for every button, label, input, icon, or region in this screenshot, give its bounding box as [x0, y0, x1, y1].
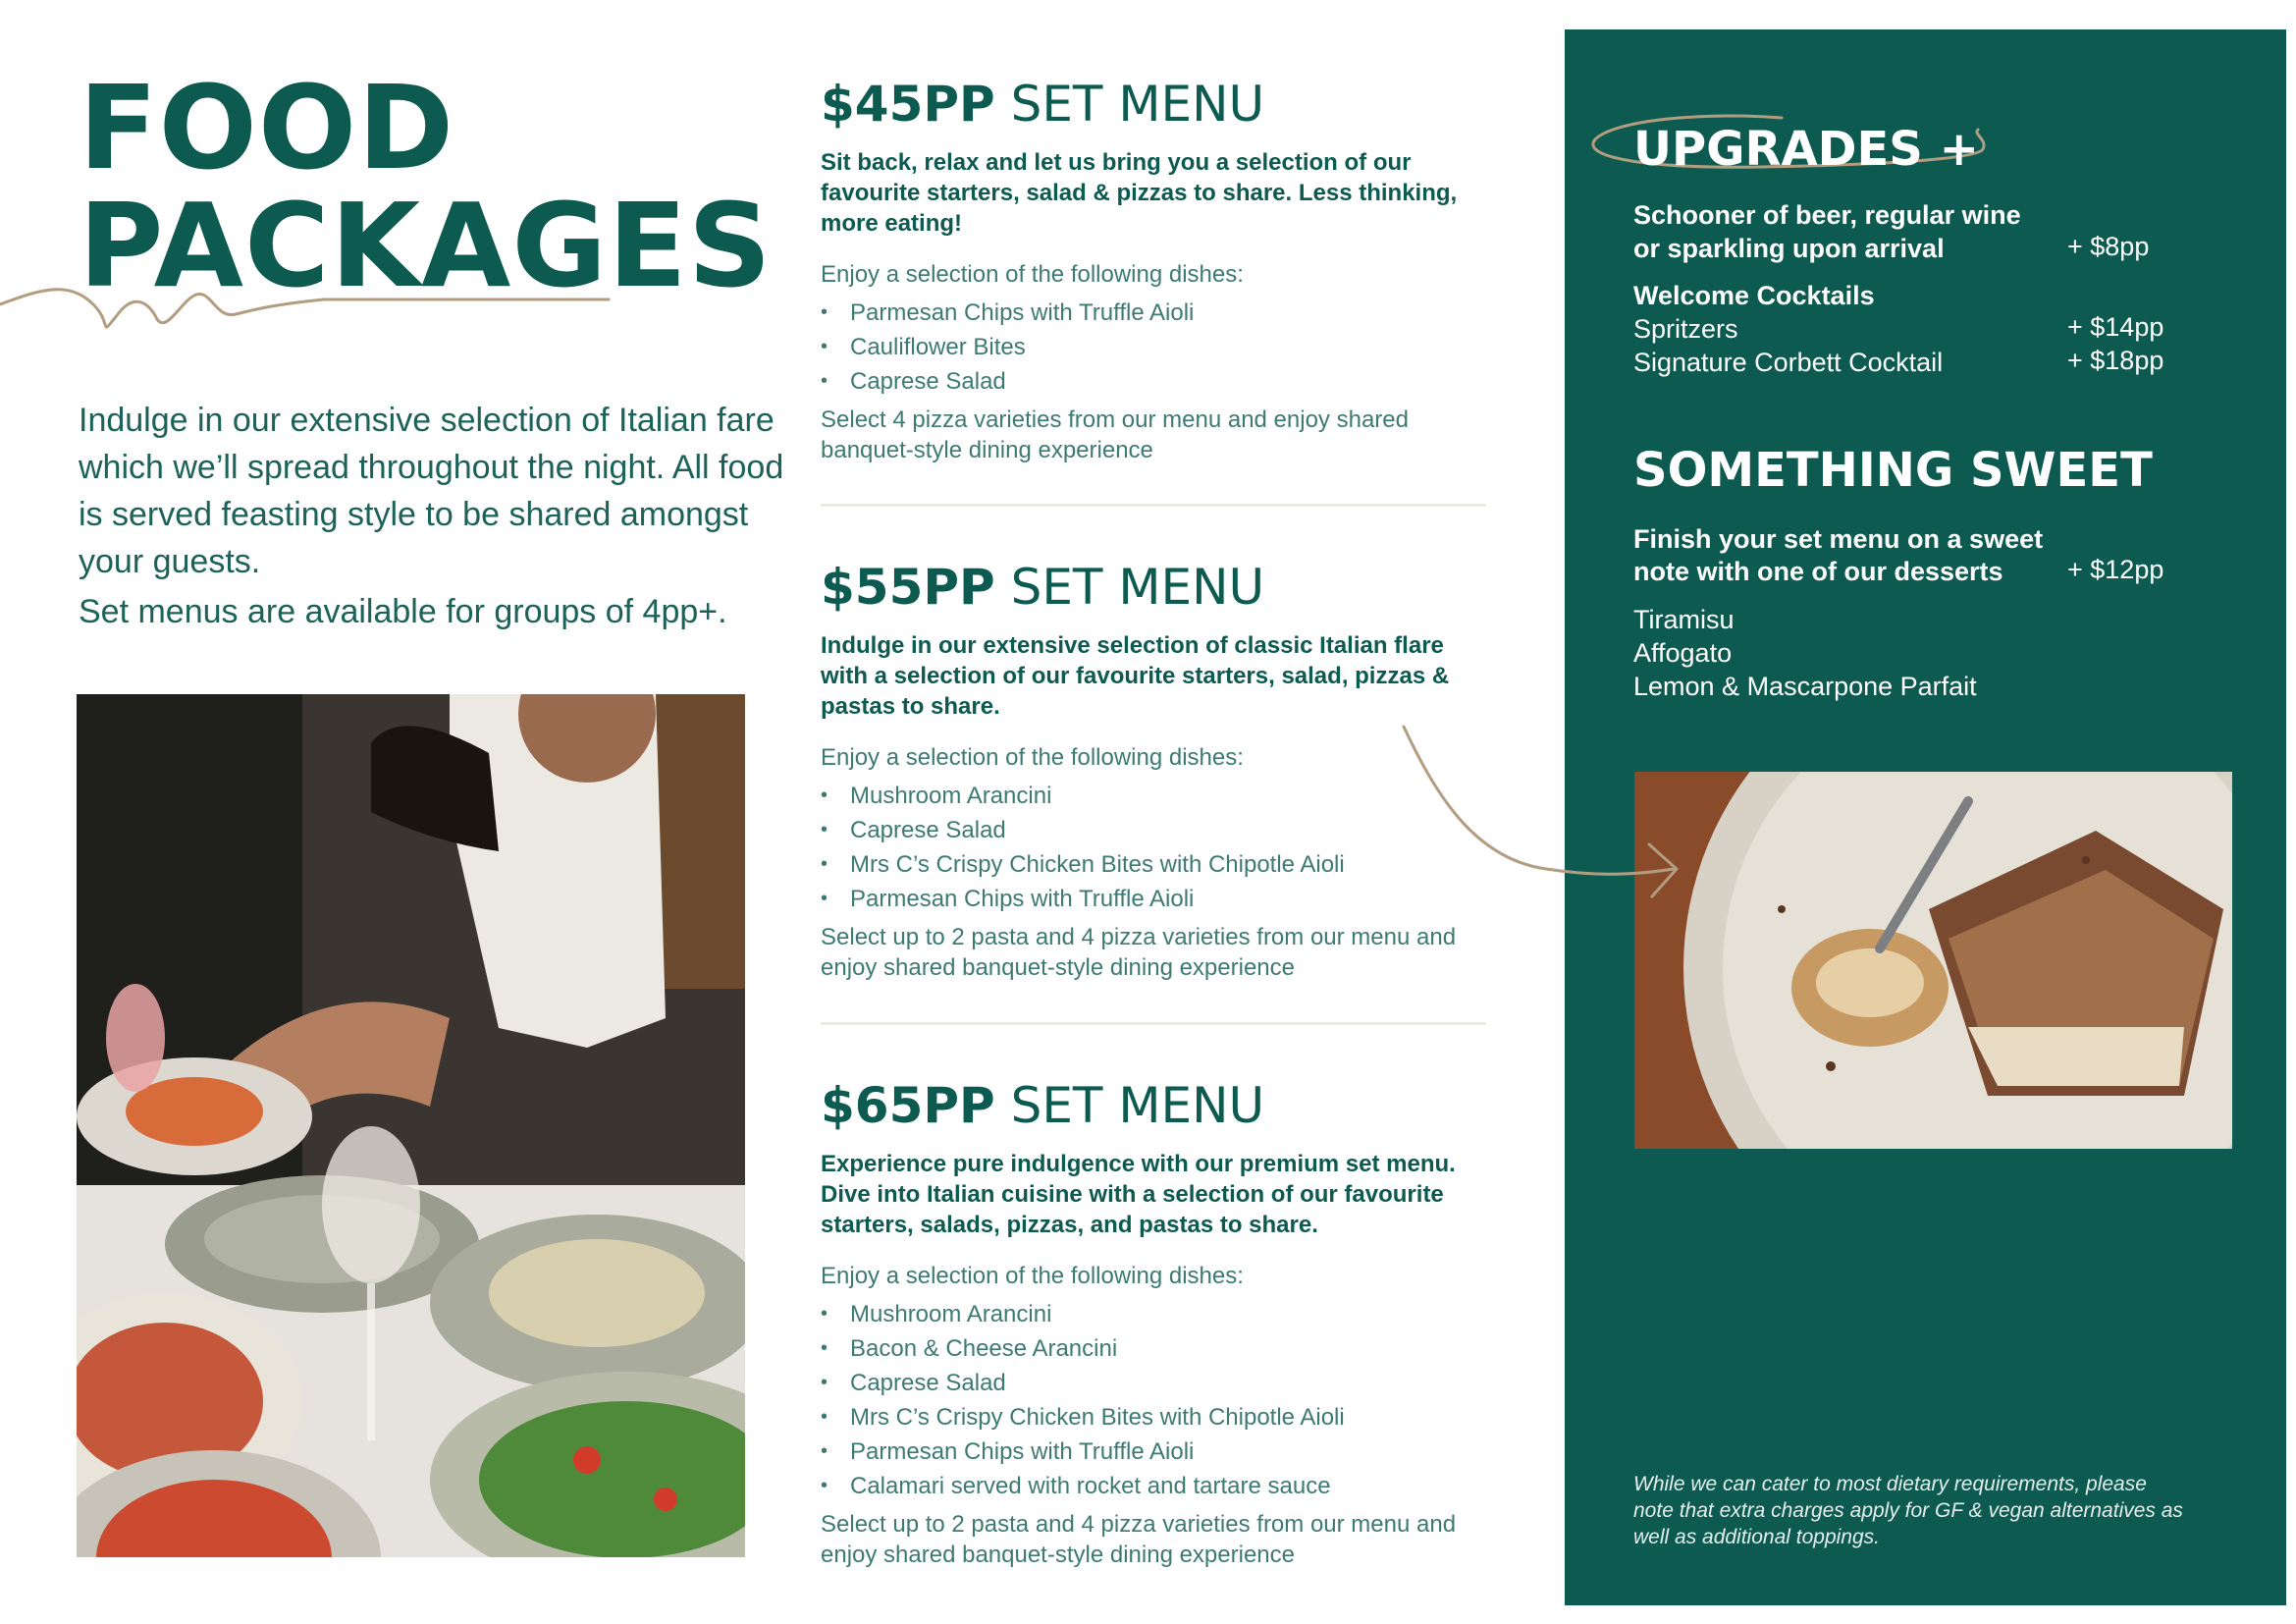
set-menu-65: [821, 1076, 1488, 1570]
dish-item: • Caprese Salad: [821, 1366, 1488, 1400]
title-line-1: FOOD: [79, 60, 455, 195]
set-menu-description: Experience pure indulgence with our premium set menu. Dive into Italian cuisine with a selection of our favourite starters, salads, pizzas, and pastas to share.: [821, 1151, 1456, 1238]
dish-item: • Mrs C’s Crispy Chicken Bites with Chipotle Aioli: [821, 847, 1488, 882]
dietary-note: While we can cater to most dietary requirements, please note that extra charges apply for GF & vegan alternatives as well as additional toppings.: [1633, 1473, 2183, 1548]
dish-item: • Caprese Salad: [821, 364, 1488, 399]
dish-item: • Parmesan Chips with Truffle Aioli: [821, 1435, 1488, 1469]
upgrades-heading: UPGRADES +: [1633, 122, 1979, 177]
dish-item: • Bacon & Cheese Arancini: [821, 1331, 1488, 1366]
set-menu-price: $65PP: [821, 1077, 995, 1134]
dish-item: • Mushroom Arancini: [821, 1297, 1488, 1331]
set-menu-heading: [821, 75, 1488, 134]
dish-item: • Mushroom Arancini: [821, 779, 1488, 813]
set-menu-label: SET MENU: [1010, 559, 1265, 616]
sweet-intro-line-1: Finish your set menu on a sweet: [1633, 524, 2044, 554]
set-menu-heading: [821, 1076, 1488, 1135]
set-menu-enjoy-note: Enjoy a selection of the following dishes:: [821, 1263, 1244, 1289]
set-menu-label: SET MENU: [1010, 1077, 1265, 1134]
intro-text: Indulge in our extensive selection of Italian fare which we’ll spread throughout the night. All food is served feasting style to be shared amongst your guests.: [79, 402, 784, 580]
spritzers-price: + $14pp: [2067, 312, 2164, 342]
dish-item: • Cauliflower Bites: [821, 330, 1488, 364]
group-size-note: Set menus are available for groups of 4pp+.: [79, 593, 727, 630]
upgrade-beer-price: + $8pp: [2067, 232, 2150, 261]
dessert-item: Lemon & Mascarpone Parfait: [1633, 672, 1977, 701]
dish-item: • Parmesan Chips with Truffle Aioli: [821, 296, 1488, 330]
set-menu-select-note: Select 4 pizza varieties from our menu and enjoy shared banquet-style dining experience: [821, 406, 1409, 463]
tiramisu-photo: [1634, 772, 2232, 1149]
set-menu-label: SET MENU: [1010, 76, 1265, 133]
set-menu-select-note: Select up to 2 pasta and 4 pizza varieties from our menu and enjoy shared banquet-style dining experience: [821, 1511, 1457, 1568]
tiramisu-illustration: [1634, 772, 2232, 1149]
set-menu-55: [821, 558, 1488, 983]
squiggle-decoration: [0, 265, 628, 344]
set-menu-price: $55PP: [821, 559, 995, 616]
dish-item: • Parmesan Chips with Truffle Aioli: [821, 882, 1488, 916]
dining-photo: [77, 694, 745, 1557]
dish-list: [821, 779, 1488, 916]
upgrade-beer-line-1: Schooner of beer, regular wine: [1633, 200, 2021, 230]
dessert-item: Tiramisu: [1633, 605, 1735, 634]
arrow-decoration: [1399, 722, 1693, 913]
signature-cocktail-label: Signature Corbett Cocktail: [1633, 348, 1944, 377]
sweet-intro-line-2: note with one of our desserts: [1633, 557, 2003, 586]
signature-cocktail-price: + $18pp: [2067, 346, 2164, 375]
dessert-price: + $12pp: [2067, 555, 2164, 584]
spritzers-label: Spritzers: [1633, 314, 1738, 344]
section-divider: [821, 1022, 1486, 1025]
set-menu-description: Sit back, relax and let us bring you a selection of our favourite starters, salad & pizzas to share. Less thinking, more eating!: [821, 149, 1458, 237]
set-menu-heading: [821, 558, 1488, 617]
set-menu-description: Indulge in our extensive selection of classic Italian flare with a selection of our favourite starters, salad, pizzas & pastas to share.: [821, 632, 1450, 720]
welcome-cocktails-heading: Welcome Cocktails: [1633, 281, 1875, 310]
dish-item: • Calamari served with rocket and tartare sauce: [821, 1469, 1488, 1503]
set-menu-select-note: Select up to 2 pasta and 4 pizza varieties from our menu and enjoy shared banquet-style dining experience: [821, 924, 1457, 981]
set-menu-45: [821, 75, 1488, 465]
upgrade-beer-line-2: or sparkling upon arrival: [1633, 234, 1945, 263]
dish-item: • Mrs C’s Crispy Chicken Bites with Chipotle Aioli: [821, 1400, 1488, 1435]
title-line-2: PACKAGES: [79, 178, 773, 313]
set-menu-price: $45PP: [821, 76, 995, 133]
section-divider: [821, 504, 1486, 507]
dessert-item: Affogato: [1633, 638, 1733, 668]
dish-list: [821, 296, 1488, 399]
dish-item: • Caprese Salad: [821, 813, 1488, 847]
dish-list: [821, 1297, 1488, 1503]
set-menu-enjoy-note: Enjoy a selection of the following dishes:: [821, 744, 1244, 771]
something-sweet-heading: SOMETHING SWEET: [1633, 443, 2153, 498]
dining-photo-illustration: [77, 694, 745, 1557]
set-menu-enjoy-note: Enjoy a selection of the following dishes:: [821, 261, 1244, 288]
